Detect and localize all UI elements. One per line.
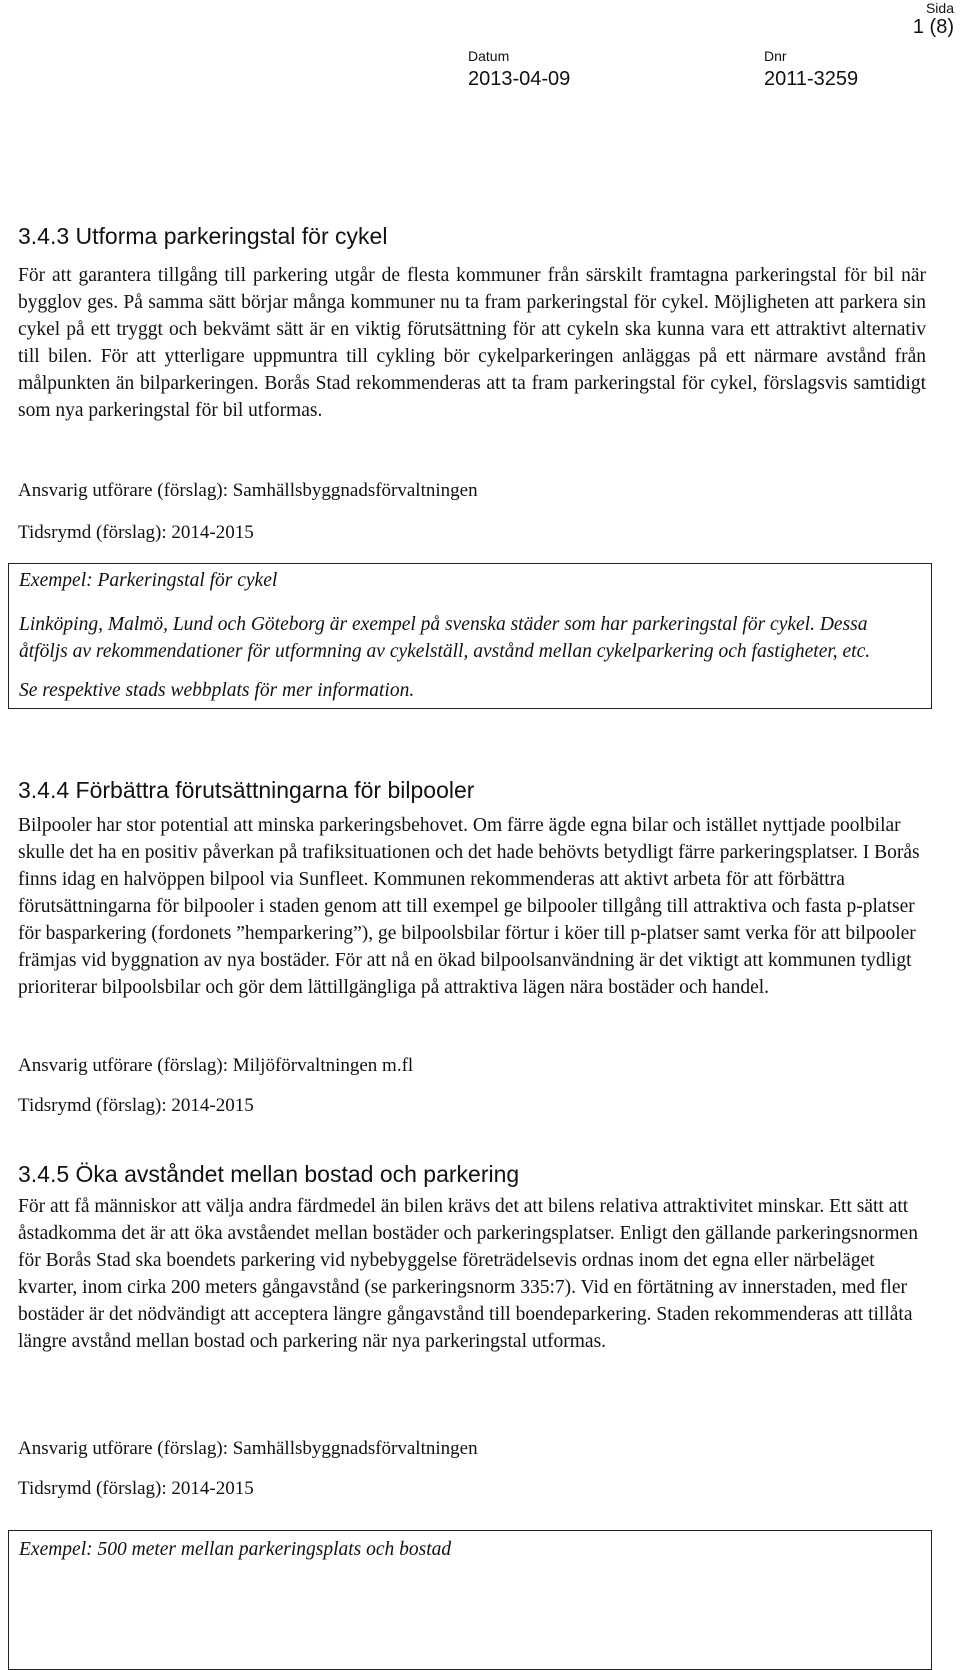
section-heading-car-pools: 3.4.4 Förbättra förutsättningarna för bilpooler: [18, 777, 475, 803]
page-label: Sida: [925, 0, 954, 16]
timeframe: Tidsrymd (förslag): 2014-2015: [18, 1478, 254, 1499]
section-body-cycle-parking: För att garantera tillgång till parkering utgår de flesta kommuner från särskilt framtagna parkeringstal för bil när bygglov ges. På samma sätt börjar många kommuner nu ta fram parkeringstal för cykel. Möjligheten att parkera sin cykel på ett tryggt och bekvämt sätt är en viktig förutsättning för att cykeln ska kunna vara ett attraktivt alternativ till bilen. För att ytterligare uppmuntra till cykling bör cykelparkeringen anläggas på ett närmare avstånd från målpunkten än bilparkeringen. Borås Stad rekommenderas att ta fram parkeringstal för cykel, förslagsvis samtidigt som nya parkeringstal för bil utformas.: [18, 265, 926, 421]
example-box-text: Linköping, Malmö, Lund och Göteborg är exempel på svenska städer som har parkeringstal för cykel. Dessa åtföljs av rekommendationer för utformning av cykelställ, avstånd mellan cykelparkering och fastigheter, etc.: [19, 614, 871, 662]
date-label: Datum: [468, 48, 510, 64]
example-box-title: Exempel: 500 meter mellan parkeringsplats och bostad: [19, 1539, 452, 1560]
section-body-parking-distance: För att få människor att välja andra färdmedel än bilen krävs det att bilens relativa attraktivitet minskar. Ett sätt att åstadkomma det är att öka avståendet mellan bostäder och parkeringsplatser. Enligt den gällande parkeringsnormen för Borås Stad ska boendets parkering vid nybebyggelse företrädelsevis ordnas inom det egna eller närbeläget kvarter, inom cirka 200 meters gångavstånd (se parkeringsnorm 335:7). Vid en förtätning av innerstaden, med fler bostäder är det nödvändigt att acceptera längre gångavstånd till boendeparkering. Staden rekommenderas att tillåta längre avstånd mellan bostad och parkering när nya parkeringstal utformas.: [18, 1196, 918, 1352]
section-heading-parking-distance: 3.4.5 Öka avståndet mellan bostad och parkering: [18, 1161, 520, 1187]
date-value: 2013-04-09: [468, 68, 571, 90]
responsible-executor: Ansvarig utförare (förslag): Miljöförvaltningen m.fl: [18, 1055, 414, 1076]
responsible-executor: Ansvarig utförare (förslag): Samhällsbyggnadsförvaltningen: [18, 480, 478, 501]
reference-value: 2011-3259: [764, 68, 859, 90]
example-box-more-info: Se respektive stads webbplats för mer information.: [19, 680, 415, 701]
page-number: 1 (8): [912, 16, 954, 38]
section-body-car-pools: Bilpooler har stor potential att minska parkeringsbehovet. Om färre ägde egna bilar och istället nyttjade poolbilar skulle det ha en positiv påverkan på trafiksituationen och det hade behövts betydligt färre parkeringsplatser. I Borås finns idag en halvöppen bilpool via Sunfleet. Kommunen rekommenderas att aktivt arbeta för att förbättra förutsättningarna för bilpooler i staden genom att till exempel ge bilpooler tillgång till attraktiva och fasta p-platser för basparkering (fordonets ”hemparkering”), ge bilpoolsbilar förtur i köer till p-platser samt verka för att bilpooler främjas vid byggnation av nya bostäder. För att nå en ökad bilpoolsanvändning är det viktigt att kommunen tydligt prioriterar bilpoolsbilar och gör dem lättillgängliga på attraktiva lägen nära bostäder och handel.: [18, 815, 920, 998]
reference-label: Dnr: [764, 48, 787, 64]
example-box-title: Exempel: Parkeringstal för cykel: [19, 570, 278, 591]
timeframe: Tidsrymd (förslag): 2014-2015: [18, 522, 254, 543]
timeframe: Tidsrymd (förslag): 2014-2015: [18, 1095, 254, 1116]
responsible-executor: Ansvarig utförare (förslag): Samhällsbyggnadsförvaltningen: [18, 1438, 478, 1459]
example-box-cycle-parking: [8, 563, 932, 709]
section-heading-cycle-parking: 3.4.3 Utforma parkeringstal för cykel: [18, 223, 388, 249]
example-box-parking-distance: [8, 1530, 932, 1670]
